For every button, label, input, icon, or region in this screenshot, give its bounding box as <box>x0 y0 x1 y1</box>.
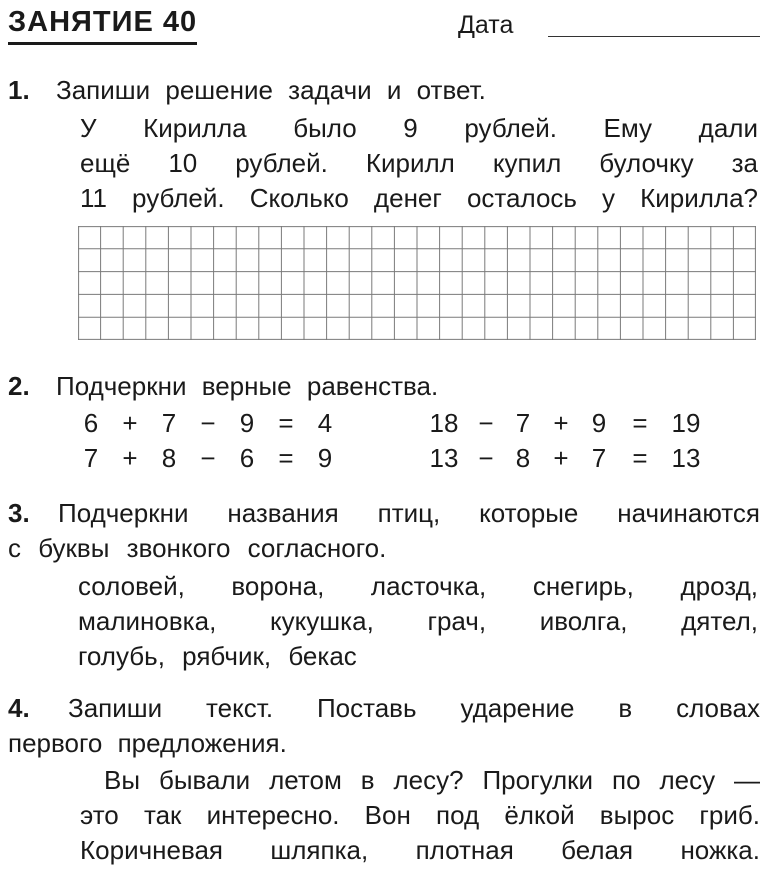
equation-operator: − <box>200 408 216 438</box>
task-1-problem-line-3: 11 рублей. Сколько денег осталось у Кирилла? <box>80 183 758 213</box>
equation-number: 6 <box>83 408 99 438</box>
task-4-text-line-2: это так интересно. Вон под ёлкой вырос гриб. <box>80 800 760 830</box>
equation-number: 7 <box>83 443 99 473</box>
equation-operator: + <box>122 443 138 473</box>
task-1-problem-line-2: ещё 10 рублей. Кирилл купил булочку за <box>80 148 758 178</box>
equation-operator: + <box>553 443 569 473</box>
bird-list-line-3[interactable]: голубь, рябчик, бекас <box>78 641 357 671</box>
task-4-instruction-line-2: первого предложения. <box>8 728 287 758</box>
task-3-number: 3. <box>8 498 30 528</box>
answer-grid[interactable] <box>78 226 756 340</box>
date-field-line[interactable] <box>548 36 760 37</box>
equation-number: 8 <box>515 443 531 473</box>
equation-operator: = <box>278 408 294 438</box>
equation-number: 7 <box>591 443 607 473</box>
equation-number: 13 <box>671 443 701 473</box>
equation-operator: − <box>478 443 494 473</box>
equation-operator: = <box>632 408 648 438</box>
equation[interactable] <box>76 440 340 476</box>
equation-number: 19 <box>671 408 701 438</box>
equation-operator: − <box>200 443 216 473</box>
task-1-number: 1. <box>8 75 30 105</box>
task-2-number: 2. <box>8 371 30 401</box>
equation-operator: + <box>553 408 569 438</box>
equation-number: 8 <box>161 443 177 473</box>
bird-list-line-1[interactable]: соловей, ворона, ласточка, снегирь, дрозд, <box>78 571 758 601</box>
task-3-instruction-line-2: с буквы звонкого согласного. <box>8 533 387 563</box>
task-1-instruction: Запиши решение задачи и ответ. <box>56 75 486 105</box>
equation-number: 4 <box>317 408 333 438</box>
equation-operator: + <box>122 408 138 438</box>
task-4-instruction-line-1: Запиши текст. Поставь ударение в словах <box>68 693 760 723</box>
lesson-title: ЗАНЯТИЕ 40 <box>8 4 197 45</box>
task-4-number: 4. <box>8 693 30 723</box>
task-3-instruction-line-1: Подчеркни названия птиц, которые начинаются <box>58 498 760 528</box>
task-4-text-line-3: Коричневая шляпка, плотная белая ножка. <box>80 835 760 865</box>
equation-number: 7 <box>515 408 531 438</box>
equation-number: 18 <box>429 408 459 438</box>
date-label: Дата <box>458 11 514 39</box>
equation-operator: = <box>632 443 648 473</box>
equation-number: 13 <box>429 443 459 473</box>
task-2-instruction: Подчеркни верные равенства. <box>56 371 439 401</box>
equation-number: 6 <box>239 443 255 473</box>
equation-number: 9 <box>591 408 607 438</box>
equation[interactable] <box>424 440 706 476</box>
equation[interactable] <box>76 405 340 441</box>
task-1-problem-line-1: У Кирилла было 9 рублей. Ему дали <box>80 113 758 143</box>
task-4-text-line-1: Вы бывали летом в лесу? Прогулки по лесу — <box>104 765 760 795</box>
equation-number: 9 <box>317 443 333 473</box>
equation[interactable] <box>424 405 706 441</box>
equation-number: 9 <box>239 408 255 438</box>
equation-number: 7 <box>161 408 177 438</box>
equation-operator: = <box>278 443 294 473</box>
equation-operator: − <box>478 408 494 438</box>
bird-list-line-2[interactable]: малиновка, кукушка, грач, иволга, дятел, <box>78 606 758 636</box>
